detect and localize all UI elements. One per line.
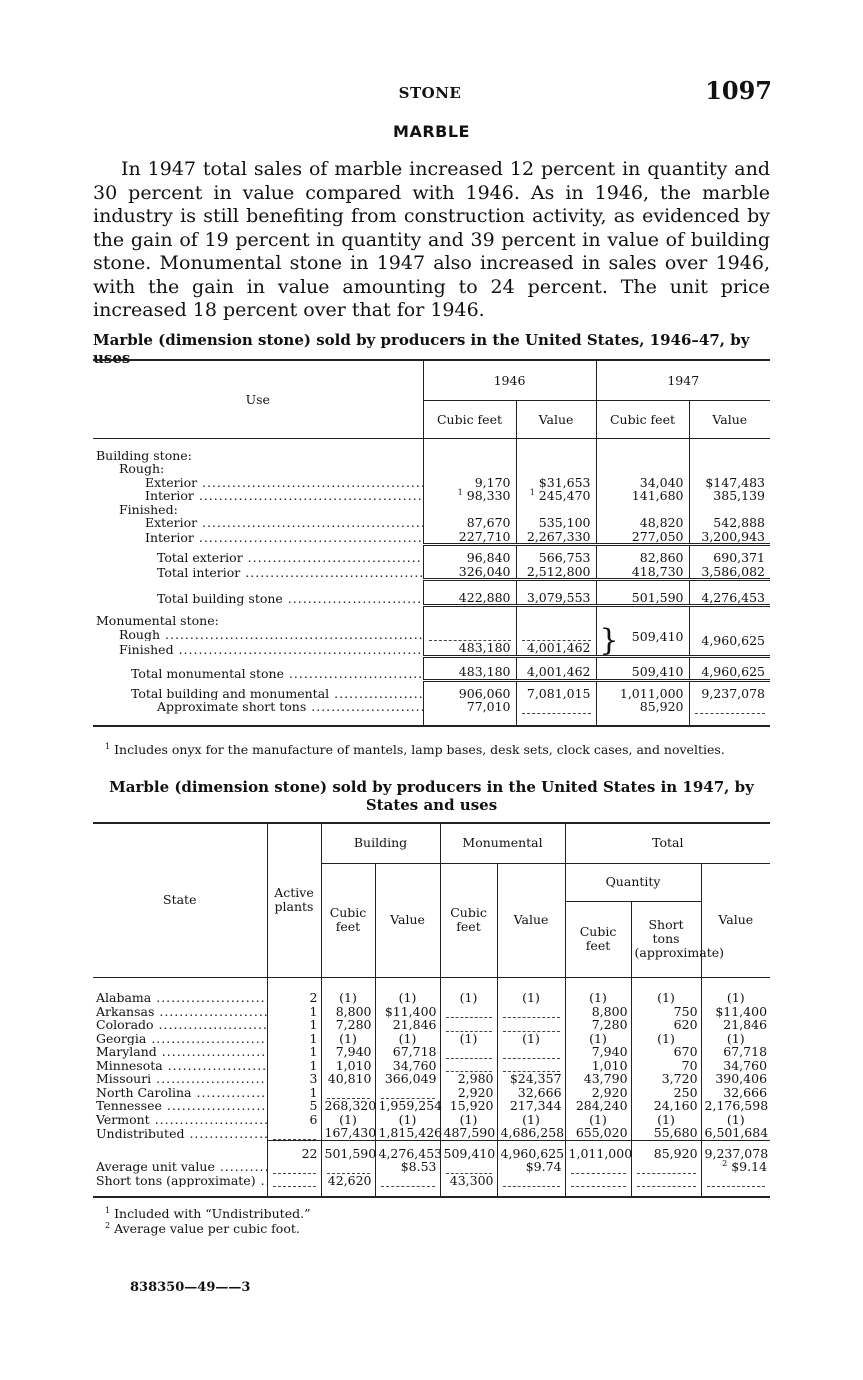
- col-building-cubic: Cubic feet: [321, 863, 375, 977]
- table-row: Rough ..... } 509,410 4,960,625: [93, 628, 770, 642]
- col-monumental-cubic: Cubic feet: [440, 863, 497, 977]
- row-label: Finished:: [119, 501, 178, 517]
- cell-t-tons: (1): [631, 991, 701, 1005]
- col-use-header: Use: [93, 360, 423, 438]
- cell-m-cu: [440, 1018, 497, 1032]
- cell-t-cu: 43,790: [565, 1072, 631, 1086]
- cell-t-val: 390,406: [701, 1072, 770, 1086]
- state-name: Missouri .....: [93, 1072, 267, 1086]
- cell-plants: 6: [267, 1113, 321, 1127]
- row-label: Monumental stone:: [96, 613, 219, 628]
- cell-t-cu: 2,920: [565, 1086, 631, 1100]
- cell-b-cu: 167,430: [321, 1126, 375, 1140]
- cell-m-cu: [440, 1045, 497, 1059]
- cell-t-val: $11,400: [701, 1005, 770, 1019]
- cell-m-val: (1): [497, 991, 565, 1005]
- cell-b-cu: (1): [321, 1113, 375, 1127]
- cell-m-cu: 15,920: [440, 1099, 497, 1113]
- cell-t-val: 32,666: [701, 1086, 770, 1100]
- row-label: Building stone:: [96, 447, 192, 463]
- cell-m-val: 4,686,258: [497, 1126, 565, 1140]
- col-total-value: Value: [701, 863, 770, 977]
- state-name: North Carolina .....: [93, 1086, 267, 1100]
- state-name: Tennessee .....: [93, 1099, 267, 1113]
- cell-t-tons: 250: [631, 1086, 701, 1100]
- table-row: [93, 1059, 770, 1073]
- table-row: Interior ..... $^1$ 98,330 $^1$ 245,470 141,680 385,139: [93, 489, 770, 503]
- col-total-cubic: Cubic feet: [565, 901, 631, 977]
- cell-t-val: 67,718: [701, 1045, 770, 1059]
- table-row: Short tons (approximate) ..... 42,620 43,300: [93, 1174, 770, 1188]
- cell-t-cu: 8,800: [565, 1005, 631, 1019]
- cell-b-cu: 7,940: [321, 1045, 375, 1059]
- cell-m-val: 32,666: [497, 1086, 565, 1100]
- running-title: STONE: [398, 84, 462, 102]
- table-row: [93, 1045, 770, 1059]
- cell-b-val: 67,718: [375, 1045, 440, 1059]
- col-cubic-1946: Cubic feet: [423, 400, 516, 438]
- cell-b-cu: [321, 1086, 375, 1100]
- cell-plants: 1: [267, 1032, 321, 1046]
- cell-t-tons: 70: [631, 1059, 701, 1073]
- table1-caption: Marble (dimension stone) sold by producers in the United States, 1946–47, by uses: [93, 331, 750, 367]
- cell-m-cu: 2,920: [440, 1086, 497, 1100]
- cell-b-cu: 1,010: [321, 1059, 375, 1073]
- col-short-tons: Short tons (approximate): [631, 901, 701, 977]
- cell-plants: 3: [267, 1072, 321, 1086]
- cell-t-tons: 24,160: [631, 1099, 701, 1113]
- cell-m-val: [497, 1045, 565, 1059]
- brace-icon: }: [599, 623, 619, 658]
- col-building-header: Building: [321, 823, 440, 863]
- section-title: MARBLE: [393, 122, 470, 141]
- row-label: Rough:: [119, 461, 165, 476]
- table-row: Total interior ..... 326,040 2,512,800 418,730 3,586,082: [93, 565, 770, 580]
- cell-t-cu: 7,280: [565, 1018, 631, 1032]
- cell-t-val: (1): [701, 991, 770, 1005]
- table-row: [93, 991, 770, 1005]
- table1-footnote: $^1$ Includes onyx for the manufacture of mantels, lamp bases, desk sets, clock cases, and novelties.: [105, 741, 725, 757]
- table-row: Interior ..... 227,710 2,267,330 277,050 3,200,943: [93, 530, 770, 545]
- col-1946-header: 1946: [423, 360, 596, 400]
- cell-t-cu: 284,240: [565, 1099, 631, 1113]
- cell-m-val: $24,357: [497, 1072, 565, 1086]
- table2-caption: Marble (dimension stone) sold by producers in the United States in 1947, by States and uses: [109, 778, 754, 814]
- cell-plants: [267, 1126, 321, 1140]
- cell-t-cu: (1): [565, 1032, 631, 1046]
- cell-t-val: 34,760: [701, 1059, 770, 1073]
- cell-b-cu: (1): [321, 991, 375, 1005]
- table-row: Total exterior ..... 96,840 566,753 82,860 690,371: [93, 545, 770, 565]
- cell-m-cu: [440, 1059, 497, 1073]
- cell-b-val: 366,049: [375, 1072, 440, 1086]
- cell-m-val: (1): [497, 1032, 565, 1046]
- cell-plants: 5: [267, 1099, 321, 1113]
- cell-t-cu: (1): [565, 1113, 631, 1127]
- cell-b-val: (1): [375, 1113, 440, 1127]
- cell-t-val: 21,846: [701, 1018, 770, 1032]
- cell-m-cu: (1): [440, 1032, 497, 1046]
- state-name: Colorado .....: [93, 1018, 267, 1032]
- cell-plants: 1: [267, 1045, 321, 1059]
- cell-t-tons: (1): [631, 1032, 701, 1046]
- cell-b-val: [375, 1086, 440, 1100]
- state-name: Vermont .....: [93, 1113, 267, 1127]
- table-row: Total monumental stone ..... 483,180 4,001,462 509,410 4,960,625: [93, 656, 770, 680]
- cell-m-val: [497, 1018, 565, 1032]
- cell-m-cu: (1): [440, 1113, 497, 1127]
- cell-m-cu: 487,590: [440, 1126, 497, 1140]
- cell-t-tons: 750: [631, 1005, 701, 1019]
- table-row: [93, 1126, 770, 1140]
- cell-m-cu: (1): [440, 991, 497, 1005]
- intro-paragraph: In 1947 total sales of marble increased 12 percent in quantity and 30 percent in value compared with 1946. As in 1946, the marble industry is still benefiting from construction activity, as evidenced by the gain of 19 percent in quantity and 39 percent in value of building stone. Monumental stone in 1947 also increased in sales over 1946, with the gain in value amounting to 24 percent. The unit price increased 18 percent over that for 1946.: [93, 158, 770, 321]
- table-row: [93, 1099, 770, 1113]
- table2-footnote-1: $^1$ Included with “Undistributed.”: [105, 1205, 311, 1221]
- cell-plants: 1: [267, 1018, 321, 1032]
- col-value-1947: Value: [689, 400, 770, 438]
- cell-b-val: (1): [375, 1032, 440, 1046]
- cell-b-cu: 8,800: [321, 1005, 375, 1019]
- cell-m-val: (1): [497, 1113, 565, 1127]
- cell-t-cu: 1,010: [565, 1059, 631, 1073]
- cell-b-cu: 7,280: [321, 1018, 375, 1032]
- col-state-header: State: [93, 823, 267, 977]
- table2-footnote-2: $^2$ Average value per cubic foot.: [105, 1220, 300, 1236]
- state-name: Undistributed .....: [93, 1126, 267, 1140]
- col-value-1946: Value: [516, 400, 596, 438]
- cell-m-cu: 2,980: [440, 1072, 497, 1086]
- cell-b-val: 1,815,426: [375, 1126, 440, 1140]
- col-total-header: Total: [565, 823, 770, 863]
- cell-b-cu: 40,810: [321, 1072, 375, 1086]
- col-building-value: Value: [375, 863, 440, 977]
- cell-t-cu: 655,020: [565, 1126, 631, 1140]
- cell-t-val: (1): [701, 1032, 770, 1046]
- cell-t-tons: 620: [631, 1018, 701, 1032]
- cell-plants: 1: [267, 1059, 321, 1073]
- table-row: [93, 1072, 770, 1086]
- cell-plants: 1: [267, 1086, 321, 1100]
- cell-plants: 1: [267, 1005, 321, 1019]
- state-name: Minnesota .....: [93, 1059, 267, 1073]
- cell-m-val: [497, 1005, 565, 1019]
- cell-b-val: (1): [375, 991, 440, 1005]
- cell-t-cu: 7,940: [565, 1045, 631, 1059]
- col-quantity-header: Quantity: [565, 863, 701, 901]
- cell-b-val: 1,959,254: [375, 1099, 440, 1113]
- table-row: [93, 1018, 770, 1032]
- table-row: Exterior ..... 87,670 535,100 48,820 542,888: [93, 516, 770, 530]
- cell-plants: 2: [267, 991, 321, 1005]
- cell-t-tons: 3,720: [631, 1072, 701, 1086]
- table-row: [93, 1032, 770, 1046]
- state-name: Georgia .....: [93, 1032, 267, 1046]
- cell-m-val: 217,344: [497, 1099, 565, 1113]
- table-row: Finished ..... 483,180 4,001,462: [93, 641, 770, 656]
- cell-t-cu: (1): [565, 991, 631, 1005]
- print-code: 838350—49——3: [130, 1280, 251, 1295]
- cell-b-val: 21,846: [375, 1018, 440, 1032]
- cell-t-tons: (1): [631, 1113, 701, 1127]
- cell-t-val: (1): [701, 1113, 770, 1127]
- col-1947-header: 1947: [596, 360, 770, 400]
- col-cubic-1947: Cubic feet: [596, 400, 689, 438]
- cell-m-val: [497, 1059, 565, 1073]
- state-name: Maryland .....: [93, 1045, 267, 1059]
- cell-b-val: $11,400: [375, 1005, 440, 1019]
- cell-t-tons: 670: [631, 1045, 701, 1059]
- table-row: Average unit value ..... $8.53 $9.74 $^2$ $9.14: [93, 1160, 770, 1174]
- cell-t-val: 2,176,598: [701, 1099, 770, 1113]
- table-row: Approximate short tons ..... 77,010 85,920: [93, 700, 770, 714]
- table-marble-by-uses: [93, 359, 770, 727]
- table-row: Total building and monumental ..... 906,060 7,081,015 1,011,000 9,237,078: [93, 680, 770, 700]
- table-row: [93, 1086, 770, 1100]
- table-row: [93, 1005, 770, 1019]
- col-monumental-value: Value: [497, 863, 565, 977]
- cell-b-val: 34,760: [375, 1059, 440, 1073]
- col-active-plants-header: Active plants: [267, 823, 321, 977]
- cell-m-cu: [440, 1005, 497, 1019]
- state-name: Alabama .....: [93, 991, 267, 1005]
- cell-b-cu: 268,320: [321, 1099, 375, 1113]
- table-row-total: 22 501,590 4,276,453 509,410 4,960,625 1,011,000 85,920 9,237,078: [93, 1140, 770, 1160]
- table-marble-by-states: [93, 822, 770, 1198]
- cell-t-val: 6,501,684: [701, 1126, 770, 1140]
- table-row: Total building stone ..... 422,880 3,079,553 501,590 4,276,453: [93, 580, 770, 606]
- cell-b-cu: (1): [321, 1032, 375, 1046]
- col-monumental-header: Monumental: [440, 823, 565, 863]
- state-name: Arkansas .....: [93, 1005, 267, 1019]
- page-number: 1097: [705, 76, 772, 105]
- table-row: Exterior ..... 9,170 $31,653 34,040 $147,483: [93, 476, 770, 490]
- table-row: [93, 1113, 770, 1127]
- cell-t-tons: 55,680: [631, 1126, 701, 1140]
